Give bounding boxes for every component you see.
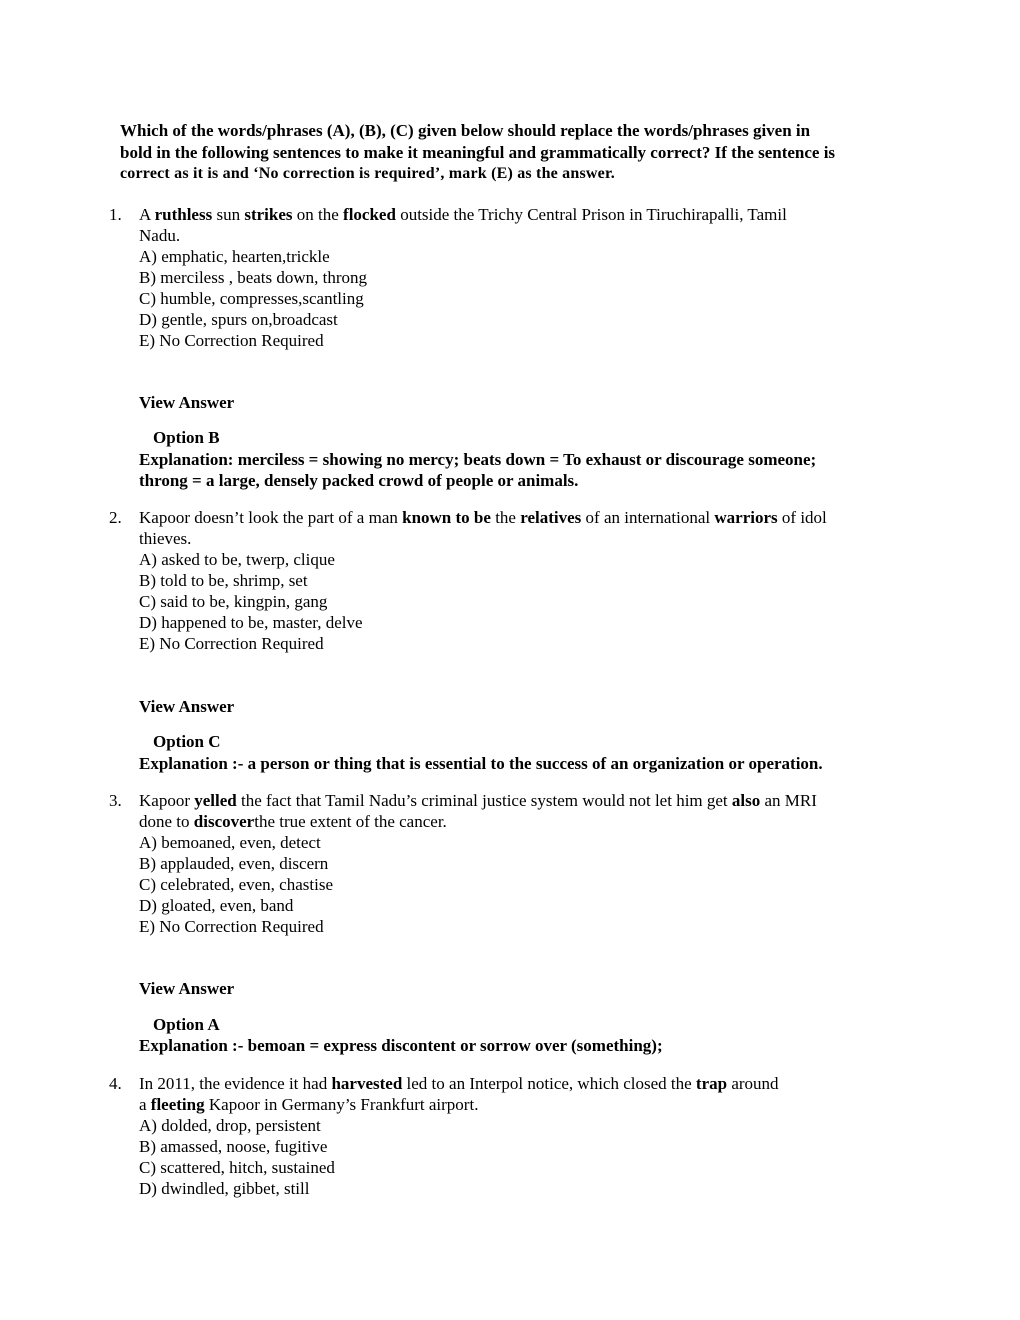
instructions	[120, 120, 910, 185]
question-4	[109, 1073, 909, 1199]
question-text-part: led to an Interpol notice, which closed the	[402, 1074, 696, 1093]
question-text-part: Kapoor in Germany’s Frankfurt airport.	[204, 1095, 479, 1114]
question-text-part: done to	[139, 812, 194, 831]
view-answer-link[interactable]: View Answer	[139, 393, 235, 412]
question-2	[109, 507, 909, 654]
option-a: A) bemoaned, even, detect	[139, 833, 321, 852]
bold-word: strikes	[244, 205, 293, 224]
option-d: D) gloated, even, band	[139, 896, 294, 915]
option-d: D) gentle, spurs on,broadcast	[139, 310, 338, 329]
option-c: C) scattered, hitch, sustained	[139, 1158, 335, 1177]
explanation-line-2: throng = a large, densely packed crowd of people or animals.	[139, 471, 579, 490]
bold-word: flocked	[343, 205, 396, 224]
view-answer-link[interactable]: View Answer	[139, 697, 235, 716]
option-d: D) dwindled, gibbet, still	[139, 1179, 310, 1198]
option-b: B) merciless , beats down, throng	[139, 268, 368, 287]
question-text-line-2: Nadu.	[139, 226, 181, 245]
option-e: E) No Correction Required	[139, 331, 324, 350]
bold-word: fleeting	[150, 1095, 205, 1114]
question-text-part: outside the Trichy Central Prison in Tiruchirapalli, Tamil	[395, 205, 787, 224]
question-number: 2.	[109, 508, 122, 527]
answer-option: Option C	[153, 732, 221, 751]
bold-word: trap	[695, 1074, 728, 1093]
explanation	[139, 449, 899, 491]
option-c: C) humble, compresses,scantling	[139, 289, 364, 308]
option-a: A) asked to be, twerp, clique	[139, 550, 335, 569]
bold-word: also	[731, 791, 761, 810]
answer-option: Option A	[153, 1015, 220, 1034]
question-text	[139, 507, 909, 654]
question-text-part: an MRI	[760, 791, 817, 810]
instructions-line-2: bold in the following sentences to make it meaningful and grammatically correct? If the sentence is	[120, 142, 836, 162]
question-text-part: the true extent of the cancer.	[254, 812, 447, 831]
question-text-part: sun	[212, 205, 245, 224]
bold-word: harvested	[331, 1074, 403, 1093]
question-text-part: a	[139, 1095, 151, 1114]
bold-word: known to be	[402, 508, 491, 527]
bold-word: ruthless	[154, 205, 213, 224]
option-a: A) emphatic, hearten,trickle	[139, 247, 330, 266]
question-text	[139, 790, 909, 937]
question-text-part: of an international	[581, 508, 715, 527]
instructions-line-1: Which of the words/phrases (A), (B), (C) given below should replace the words/phrases given in	[120, 121, 811, 140]
explanation-line-1: Explanation: merciless = showing no mercy; beats down = To exhaust or discourage someone;	[139, 450, 817, 469]
explanation-line-1: Explanation :- a person or thing that is essential to the success of an organization or operation.	[139, 754, 823, 773]
explanation	[139, 1035, 899, 1056]
option-c: C) celebrated, even, chastise	[139, 875, 333, 894]
option-d: D) happened to be, master, delve	[139, 613, 363, 632]
question-number: 3.	[109, 791, 122, 810]
question-text-part: A	[139, 205, 155, 224]
question-1	[109, 204, 909, 351]
question-number: 4.	[109, 1074, 122, 1093]
option-b: B) amassed, noose, fugitive	[139, 1137, 328, 1156]
view-answer-link[interactable]: View Answer	[139, 979, 235, 998]
explanation	[139, 753, 899, 774]
question-text-part: around	[727, 1074, 779, 1093]
option-a: A) dolded, drop, persistent	[139, 1116, 321, 1135]
question-text-part: Kapoor	[139, 791, 195, 810]
question-text-line-2: thieves.	[139, 529, 192, 548]
instructions-line-3: correct as it is and ‘No correction is required’, mark (E) as the answer.	[120, 165, 615, 182]
question-number: 1.	[109, 205, 122, 224]
question-text-part: of idol	[777, 508, 827, 527]
question-text-part: on the	[292, 205, 344, 224]
option-b: B) applauded, even, discern	[139, 854, 329, 873]
question-text	[139, 1073, 909, 1199]
question-text-part: In 2011, the evidence it had	[139, 1074, 332, 1093]
option-e: E) No Correction Required	[139, 634, 324, 653]
question-text-part: Kapoor doesn’t look the part of a man	[139, 508, 403, 527]
explanation-line-1: Explanation :- bemoan = express discontent or sorrow over (something);	[139, 1036, 663, 1055]
answer-option: Option B	[153, 428, 220, 447]
question-3	[109, 790, 909, 937]
bold-word: discover	[193, 812, 255, 831]
option-c: C) said to be, kingpin, gang	[139, 592, 328, 611]
question-text	[139, 204, 909, 351]
option-b: B) told to be, shrimp, set	[139, 571, 308, 590]
bold-word: relatives	[520, 508, 582, 527]
question-text-part: the	[490, 508, 521, 527]
question-text-part: the fact that Tamil Nadu’s criminal justice system would not let him get	[236, 791, 732, 810]
bold-word: yelled	[194, 791, 237, 810]
option-e: E) No Correction Required	[139, 917, 324, 936]
bold-word: warriors	[714, 508, 778, 527]
